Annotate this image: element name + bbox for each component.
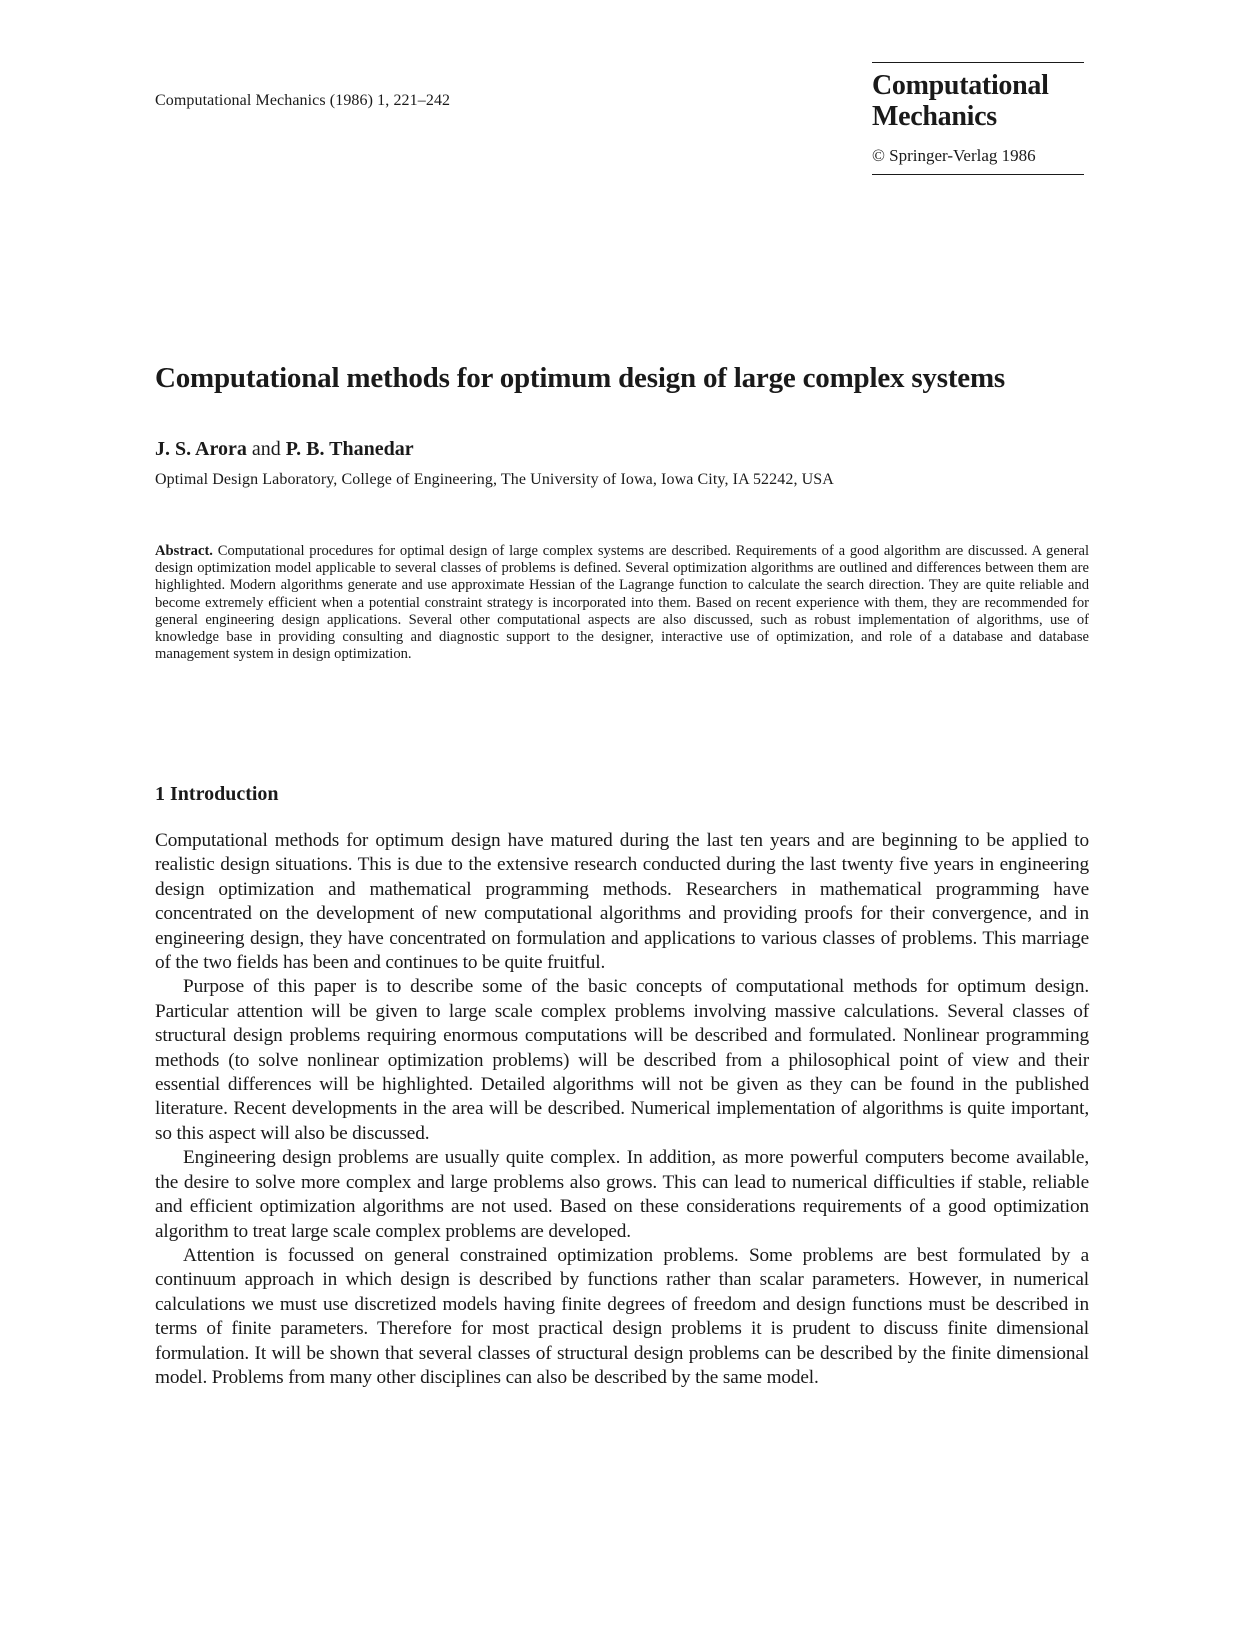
author-thanedar: P. B. Thanedar (285, 438, 414, 460)
journal-name-line1: Computational (872, 70, 1049, 101)
abstract-text: Computational procedures for optimal design of large complex systems are described. Requirements of a good algorithm are discussed. A general design optimization model applicable to several classes of problems is defined. Several optimization algorithms are outlined and differences between them are highlighted. Modern algorithms generate and use approximate Hessian of the Lagrange function to calculate the search direction. They are quite reliable and become extremely efficient when a potential constraint strategy is incorporated into them. Based on recent experience with them, they are recommended for general engineering design applications. Several other computational aspects are also discussed, such as robust implementation of algorithms, use of knowledge base in providing consulting and diagnostic support to the designer, interactive use of optimization, and role of a database and database management system in design optimization. (155, 543, 1089, 663)
intro-paragraph-3: Engineering design problems are usually quite complex. In addition, as more powerful computers become available, the desire to solve more complex and large problems also grows. This can lead to numerical difficulties if stable, reliable and efficient optimization algorithms are not used. Based on these considerations requirements of a good optimization algorithm to treat large scale complex problems are developed. (155, 1147, 1089, 1242)
author-arora: J. S. Arora (155, 438, 247, 460)
author-line (155, 438, 414, 461)
intro-paragraph-1: Computational methods for optimum design have matured during the last ten years and are beginning to be applied to realistic design situations. This is due to the extensive research conducted during the last twenty five years in engineering design optimization and mathematical programming methods. Researchers in mathematical programming have concentrated on the development of new computational algorithms and providing proofs for their convergence, and in engineering design, they have concentrated on formulation and applications to various classes of problems. This marriage of the two fields has been and continues to be quite fruitful. (155, 830, 1089, 974)
section-heading-introduction: 1 Introduction (155, 783, 279, 805)
journal-citation: Computational Mechanics (1986) 1, 221–242 (155, 92, 451, 109)
abstract (155, 543, 1089, 663)
journal-name (872, 70, 1084, 132)
masthead-bottom-rule (872, 174, 1084, 175)
author-conjunction: and (251, 438, 281, 460)
journal-masthead (872, 62, 1084, 175)
abstract-label: Abstract. (155, 543, 213, 559)
introduction-body (155, 829, 1089, 1390)
author-affiliation: Optimal Design Laboratory, College of Engineering, The University of Iowa, Iowa City, IA 52242, USA (155, 471, 834, 488)
paper-title: Computational methods for optimum design of large complex systems (155, 362, 1005, 394)
intro-paragraph-4: Attention is focussed on general constrained optimization problems. Some problems are best formulated by a continuum approach in which design is described by functions rather than scalar parameters. However, in numerical calculations we must use discretized models having finite degrees of freedom and design functions must be described in terms of finite parameters. Therefore for most practical design problems it is prudent to discuss finite dimensional formulation. It will be shown that several classes of structural design problems can be described by the finite dimensional model. Problems from many other disciplines can also be described by the same model. (155, 1244, 1089, 1388)
journal-name-line2: Mechanics (872, 101, 997, 132)
copyright-notice: © Springer-Verlag 1986 (872, 146, 1036, 165)
masthead-top-rule (872, 62, 1084, 63)
intro-paragraph-2: Purpose of this paper is to describe some of the basic concepts of computational methods for optimum design. Particular attention will be given to large scale complex problems involving massive calculations. Several classes of structural design problems requiring enormous computations will be described and formulated. Nonlinear programming methods (to solve nonlinear optimization problems) will be described from a philosophical point of view and their essential differences will be highlighted. Detailed algorithms will not be given as they can be found in the published literature. Recent developments in the area will be described. Numerical implementation of algorithms is quite important, so this aspect will also be discussed. (155, 976, 1089, 1144)
